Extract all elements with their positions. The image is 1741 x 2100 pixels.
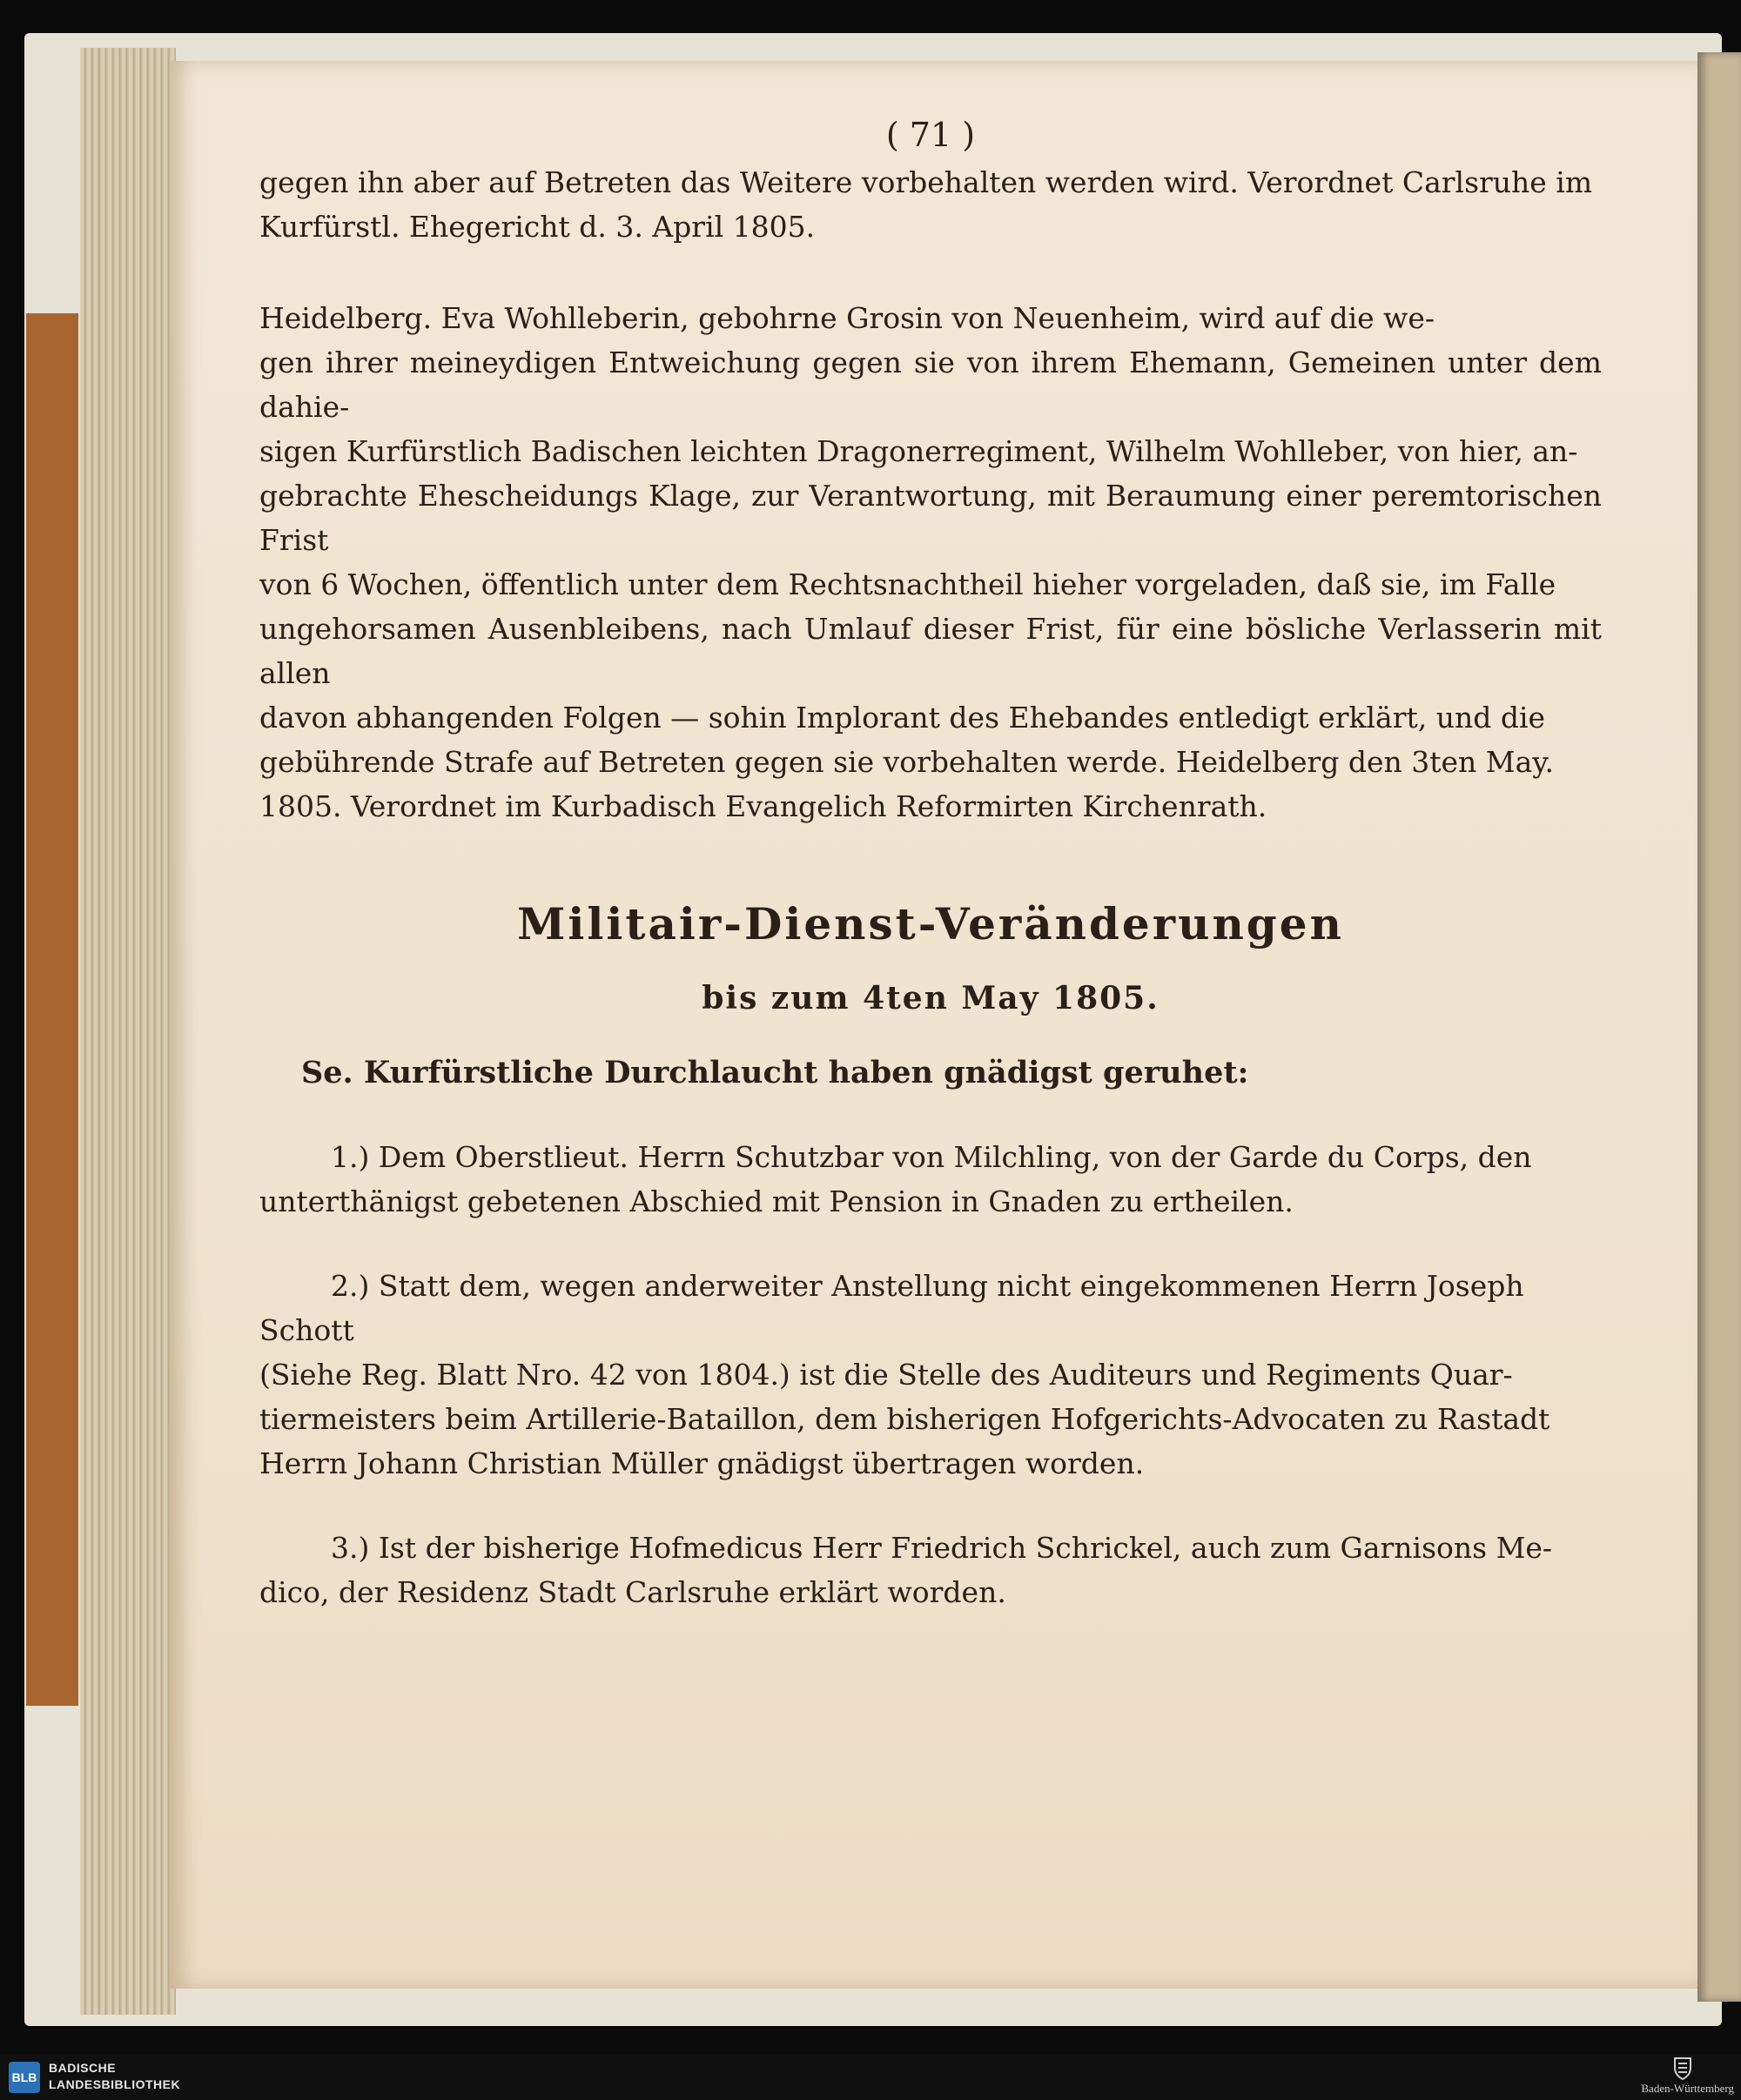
list-item [259, 1135, 1602, 1224]
paragraph-ehegericht [259, 160, 1602, 249]
text-line: gen ihrer meineydigen Entweichung gegen sie von ihrem Ehemann, Gemeinen unter dem dahie- [259, 346, 1602, 424]
text-line: ungehorsamen Ausenbleibens, nach Umlauf dieser Frist, für eine bösliche Verlasserin mit allen [259, 612, 1602, 690]
text-line [259, 1135, 1602, 1179]
text-line: gebührende Strafe auf Betreten gegen sie vorbehalten werde. Heidelberg den 3ten May. [259, 745, 1554, 779]
text-line: Heidelberg. Eva Wohlleberin, gebohrne Grosin von Neuenheim, wird auf die we- [259, 301, 1435, 335]
text-line: von 6 Wochen, öffentlich unter dem Rechtsnachtheil hieher vorgeladen, daß sie, im Falle [259, 567, 1556, 601]
library-name[interactable] [49, 2060, 180, 2093]
text-line: dico, der Residenz Stadt Carlsruhe erklärt worden. [259, 1575, 1006, 1609]
page-text [259, 113, 1602, 1614]
library-name-line: BADISCHE [49, 2061, 117, 2075]
text-line: tiermeisters beim Artillerie-Bataillon, dem bisherigen Hofgerichts-Advocaten zu Rastadt [259, 1402, 1550, 1436]
text-line [259, 1264, 1602, 1352]
text-line: sigen Kurfürstlich Badischen leichten Dragonerregiment, Wilhelm Wohlleber, von hier, an- [259, 434, 1578, 468]
intro-sentence: Se. Kurfürstliche Durchlaucht haben gnädigst geruhet: [301, 1055, 1249, 1090]
text-line: Kurfürstl. Ehegericht d. 3. April 1805. [259, 210, 816, 244]
text-line [259, 1526, 1602, 1570]
blb-logo[interactable]: BLB [9, 2062, 40, 2093]
state-label: Baden-Württemberg [1641, 2082, 1734, 2095]
page-number: ( 71 ) [885, 116, 976, 154]
facing-page-edge [1697, 52, 1741, 2002]
book-spine-edge [26, 313, 78, 1706]
text-line: Herrn Johann Christian Müller gnädigst übertragen worden. [259, 1446, 1145, 1480]
text-line: 1805. Verordnet im Kurbadisch Evangelich Reformirten Kirchenrath. [259, 789, 1267, 823]
paragraph-heidelberg [259, 296, 1602, 829]
list-item [259, 1264, 1602, 1486]
footer-bar [0, 2054, 1741, 2100]
item-text: Ist der bisherige Hofmedicus Herr Friedrich Schrickel, auch zum Garnisons Me- [378, 1531, 1553, 1565]
text-line: gebrachte Ehescheidungs Klage, zur Verantwortung, mit Beraumung einer peremtorischen Frist [259, 479, 1602, 557]
list-item [259, 1526, 1602, 1614]
item-number: 2.) [331, 1269, 370, 1303]
item-number: 3.) [331, 1531, 370, 1565]
coat-of-arms-icon [1670, 2056, 1696, 2080]
text-line: gegen ihn aber auf Betreten das Weitere vorbehalten werden wird. Verordnet Carlsruhe im [259, 165, 1593, 199]
item-number: 1.) [331, 1140, 370, 1174]
item-text: Statt dem, wegen anderweiter Anstellung nicht eingekommenen Herrn Joseph Schott [259, 1269, 1524, 1347]
page-stack-edges [80, 48, 176, 2015]
text-line: unterthänigst gebetenen Abschied mit Pension in Gnaden zu ertheilen. [259, 1184, 1294, 1218]
text-line: (Siehe Reg. Blatt Nro. 42 von 1804.) ist die Stelle des Auditeurs und Regiments Quar- [259, 1358, 1513, 1392]
item-text: Dem Oberstlieut. Herrn Schutzbar von Milchling, von der Garde du Corps, den [378, 1140, 1532, 1174]
section-subheading: bis zum 4ten May 1805. [702, 980, 1160, 1016]
text-line: davon abhangenden Folgen — sohin Implorant des Ehebandes entledigt erklärt, und die [259, 701, 1546, 735]
library-name-line: LANDESBIBLIOTHEK [49, 2077, 181, 2091]
section-heading: Militair-Dienst-Veränderungen [517, 898, 1344, 949]
